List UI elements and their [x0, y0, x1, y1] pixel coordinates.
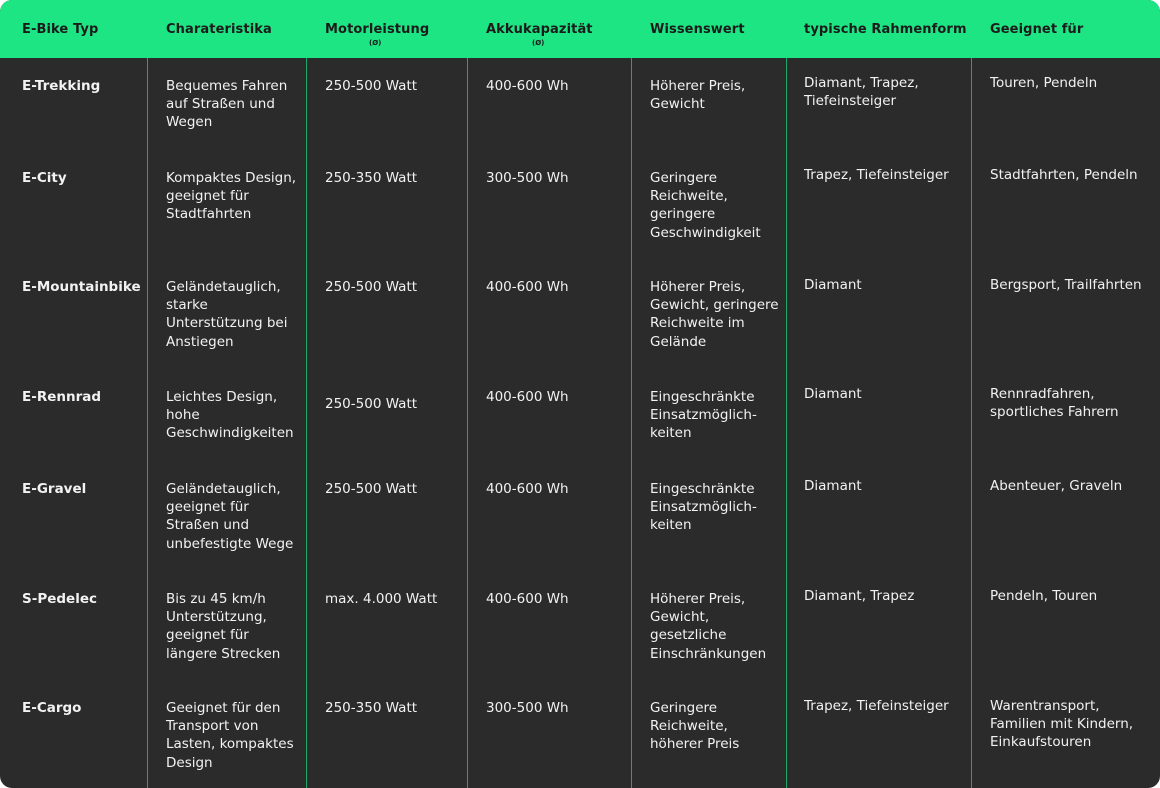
cell-frame: Diamant, Trapez, Tiefeinsteiger	[804, 75, 919, 110]
cell-frame: Diamant, Trapez	[804, 588, 915, 604]
cell-motor: 250-350 Watt	[325, 170, 418, 186]
cell-frame: Trapez, Tiefeinsteiger	[804, 167, 949, 183]
header-motor: Motorleistung	[325, 22, 430, 37]
cell-type: E-Trekking	[22, 78, 101, 94]
cell-characteristics: Bequemes Fahren auf Straßen und Wegen	[166, 78, 288, 131]
header-knowledge: Wissenswert	[650, 22, 745, 37]
cell-characteristics: Geländetauglich, starke Unterstützung bei Anstiegen	[166, 279, 288, 350]
cell-knowledge: Geringere Reichweite, höherer Preis	[650, 700, 740, 753]
header-characteristics: Charateristika	[166, 22, 272, 37]
column-divider	[147, 58, 148, 788]
cell-knowledge: Höherer Preis, Gewicht, gesetzliche Einschränkungen	[650, 591, 767, 662]
cell-knowledge: Geringere Reichweite, geringere Geschwindigkeit	[650, 170, 761, 241]
cell-suited: Bergsport, Trailfahrten	[990, 277, 1142, 293]
cell-suited: Stadtfahrten, Pendeln	[990, 167, 1138, 183]
cell-knowledge: Eingeschränkte Einsatzmöglich- keiten	[650, 481, 757, 534]
cell-characteristics: Kompaktes Design, geeignet für Stadtfahrten	[166, 170, 297, 223]
cell-type: E-Gravel	[22, 481, 87, 497]
cell-battery: 400-600 Wh	[486, 591, 569, 607]
cell-suited: Warentransport, Familien mit Kindern, Einkaufstouren	[990, 698, 1134, 751]
cell-battery: 300-500 Wh	[486, 170, 569, 186]
cell-battery: 400-600 Wh	[486, 389, 569, 405]
cell-characteristics: Geeignet für den Transport von Lasten, kompaktes Design	[166, 700, 294, 771]
cell-type: E-Rennrad	[22, 389, 102, 405]
column-divider	[306, 58, 307, 788]
cell-motor: 250-500 Watt	[325, 78, 418, 94]
cell-frame: Diamant	[804, 277, 862, 293]
cell-type: E-Cargo	[22, 700, 82, 716]
cell-battery: 300-500 Wh	[486, 700, 569, 716]
column-divider	[786, 58, 787, 788]
cell-suited: Rennradfahren, sportliches Fahrern	[990, 386, 1119, 421]
table-header	[0, 0, 1160, 58]
column-divider	[631, 58, 632, 788]
cell-knowledge: Höherer Preis, Gewicht	[650, 78, 746, 113]
cell-battery: 400-600 Wh	[486, 279, 569, 295]
cell-characteristics: Geländetauglich, geeignet für Straßen und unbefestigte Wege	[166, 481, 294, 552]
header-motor-sub: (Ø)	[369, 39, 382, 47]
cell-knowledge: Eingeschränkte Einsatzmöglich- keiten	[650, 389, 757, 442]
cell-motor: 250-350 Watt	[325, 700, 418, 716]
cell-battery: 400-600 Wh	[486, 481, 569, 497]
cell-characteristics: Bis zu 45 km/h Unterstützung, geeignet für längere Strecken	[166, 591, 281, 662]
cell-suited: Touren, Pendeln	[990, 75, 1098, 91]
cell-suited: Abenteuer, Graveln	[990, 478, 1123, 494]
cell-motor: 250-500 Watt	[325, 279, 418, 295]
cell-suited: Pendeln, Touren	[990, 588, 1098, 604]
cell-frame: Diamant	[804, 386, 862, 402]
header-type: E-Bike Typ	[22, 22, 99, 37]
cell-characteristics: Leichtes Design, hohe Geschwindigkeiten	[166, 389, 294, 442]
cell-motor: 250-500 Watt	[325, 481, 418, 497]
header-suited: Geeignet für	[990, 22, 1084, 37]
header-frame: typische Rahmenform	[804, 22, 967, 37]
cell-battery: 400-600 Wh	[486, 78, 569, 94]
column-divider	[467, 58, 468, 788]
cell-knowledge: Höherer Preis, Gewicht, geringere Reichweite im Gelände	[650, 279, 779, 350]
header-battery-sub: (Ø)	[532, 39, 545, 47]
cell-type: E-City	[22, 170, 67, 186]
cell-type: S-Pedelec	[22, 591, 97, 607]
header-battery: Akkukapazität	[486, 22, 593, 37]
cell-frame: Diamant	[804, 478, 862, 494]
cell-frame: Trapez, Tiefeinsteiger	[804, 698, 949, 714]
column-divider	[971, 58, 972, 788]
cell-motor: max. 4.000 Watt	[325, 591, 438, 607]
cell-motor: 250-500 Watt	[325, 396, 418, 412]
cell-type: E-Mountainbike	[22, 279, 141, 295]
